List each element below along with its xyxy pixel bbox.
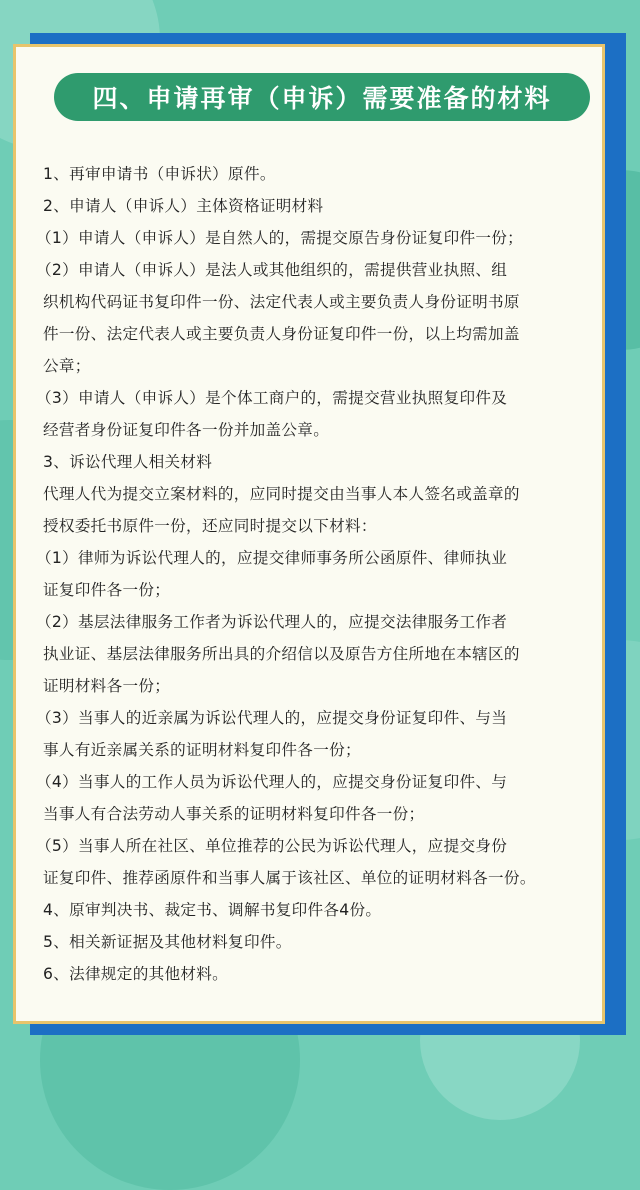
- list-line: （2）申请人（申诉人）是法人或其他组织的，需提供营业执照、组: [36, 261, 508, 279]
- page-title: 四、申请再审（申诉）需要准备的材料: [92, 84, 552, 113]
- list-line: 事人有近亲属关系的证明材料复印件各一份；: [43, 741, 361, 759]
- list-line: 授权委托书原件一份，还应同时提交以下材料：: [43, 517, 377, 535]
- list-line: （1）申请人（申诉人）是自然人的，需提交原告身份证复印件一份；: [36, 229, 524, 247]
- list-line: （2）基层法律服务工作者为诉讼代理人的，应提交法律服务工作者: [36, 613, 508, 631]
- list-line: 执业证、基层法律服务所出具的介绍信以及原告方住所地在本辖区的: [43, 645, 520, 663]
- list-line: 6、法律规定的其他材料。: [43, 965, 229, 983]
- list-line: （4）当事人的工作人员为诉讼代理人的，应提交身份证复印件、与: [36, 773, 508, 791]
- document-card: [13, 44, 605, 1024]
- list-line: （1）律师为诉讼代理人的，应提交律师事务所公函原件、律师执业: [36, 549, 508, 567]
- list-line: 代理人代为提交立案材料的，应同时提交由当事人本人签名或盖章的: [43, 485, 520, 503]
- list-line: 经营者身份证复印件各一份并加盖公章。: [43, 421, 330, 439]
- list-line: 2、申请人（申诉人）主体资格证明材料: [43, 197, 324, 215]
- list-line: （3）申请人（申诉人）是个体工商户的，需提交营业执照复印件及: [36, 389, 508, 407]
- list-line: （3）当事人的近亲属为诉讼代理人的，应提交身份证复印件、与当: [36, 709, 508, 727]
- list-line: 证明材料各一份；: [43, 677, 171, 695]
- list-line: 件一份、法定代表人或主要负责人身份证复印件一份，以上均需加盖: [43, 325, 520, 343]
- list-line: 5、相关新证据及其他材料复印件。: [43, 933, 292, 951]
- list-line: （5）当事人所在社区、单位推荐的公民为诉讼代理人，应提交身份: [36, 837, 508, 855]
- list-line: 公章；: [43, 357, 91, 375]
- list-line: 3、诉讼代理人相关材料: [43, 453, 213, 471]
- list-line: 织机构代码证书复印件一份、法定代表人或主要负责人身份证明书原: [43, 293, 520, 311]
- list-line: 1、再审申请书（申诉状）原件。: [43, 165, 276, 183]
- list-line: 证复印件、推荐函原件和当事人属于该社区、单位的证明材料各一份。: [43, 869, 536, 887]
- list-line: 证复印件各一份；: [43, 581, 171, 599]
- materials-list: [36, 158, 595, 990]
- list-line: 4、原审判决书、裁定书、调解书复印件各4份。: [43, 901, 382, 919]
- list-line: 当事人有合法劳动人事关系的证明材料复印件各一份；: [43, 805, 425, 823]
- title-banner: [54, 73, 590, 121]
